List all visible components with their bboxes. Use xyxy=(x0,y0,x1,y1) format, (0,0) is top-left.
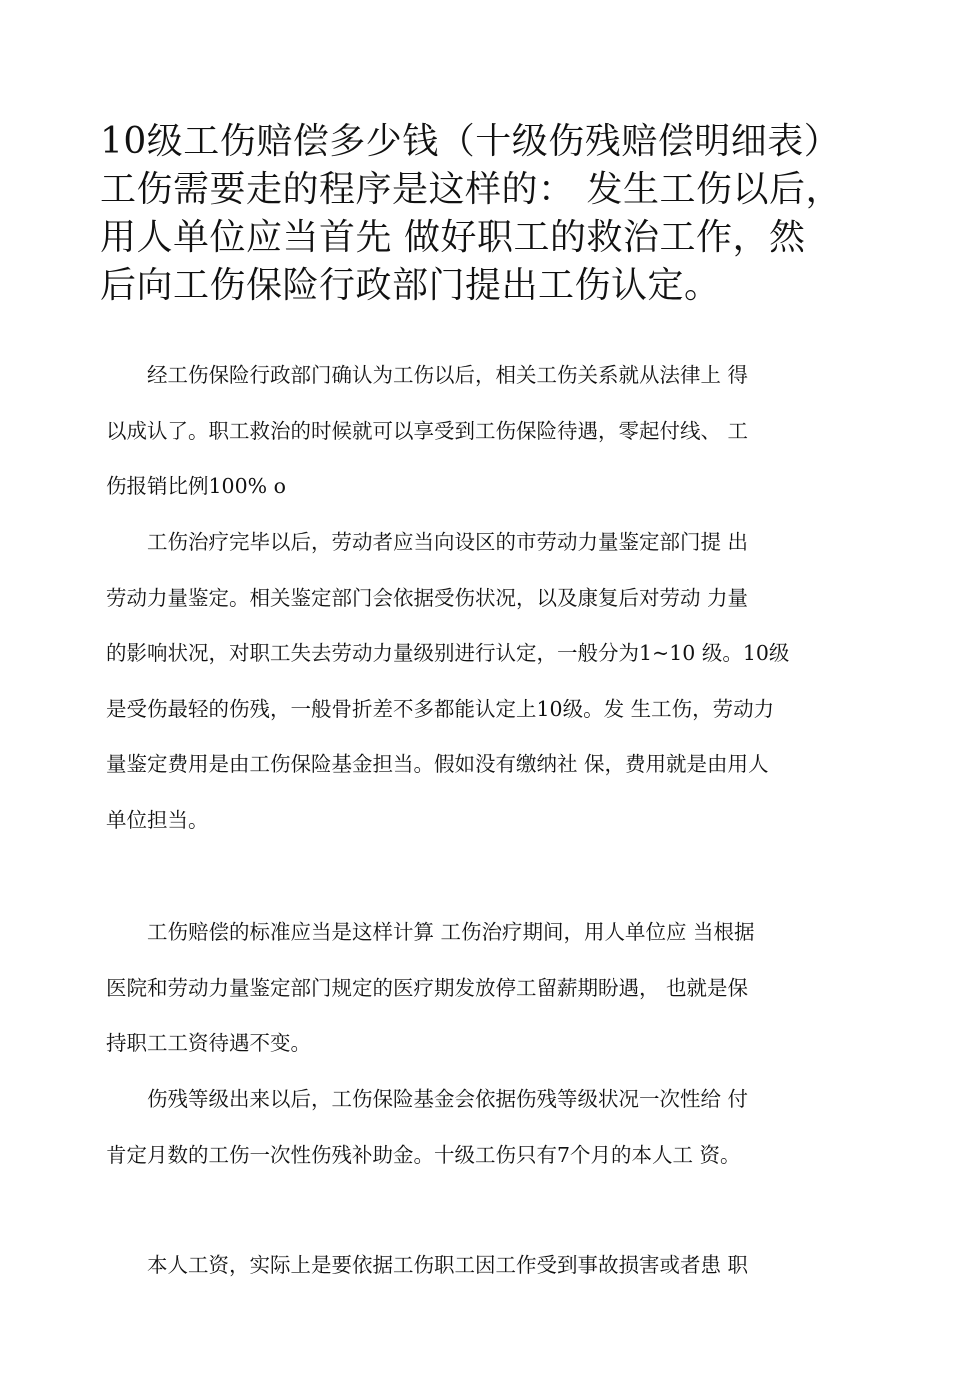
paragraph-4: 伤残等级出来以后，工伤保险基金会依据伤残等级状况一次性给 付 肯定月数的工伤一次性伤残补助金。十级工伤只有7个月的本人工 资。 xyxy=(106,1087,749,1167)
paragraph-1: 经工伤保险行政部门确认为工伤以后，相关工伤关系就从法律上 得 以成认了。职工救治的时候就可以享受到工伤保险待遇，零起付线、 工 伤报销比例100% o xyxy=(106,363,749,498)
paragraph-5: 本人工资，实际上是要依据工伤职工因工作受到事故损害或者患 职 xyxy=(106,1253,749,1277)
paragraph-3: 工伤赔偿的标准应当是这样计算 工伤治疗期间，用人单位应 当根据 医院和劳动力量鉴定部门规定的医疗期发放停工留薪期盼遇， 也就是保 持职工工资待遇不变。 xyxy=(106,920,755,1055)
paragraph-2: 工伤治疗完毕以后，劳动者应当向设区的市劳动力量鉴定部门提 出 劳动力量鉴定。相关鉴定部门会依据受伤状况，以及康复后对劳动 力量 的影响状况，对职工失去劳动力量级别进行认定，一般分为1~10 级。10级 是受伤最轻的伤残，一般骨折差不多都能认定上10级。发 生工伤，劳动力 量鉴定费用是由工伤保险基金担当。假如没有缴纳社 保，费用就是由用人 单位担当。 xyxy=(106,530,790,832)
document-title: 10级工伤赔偿多少钱（十级伤残赔偿明细表） 工伤需要走的程序是这样的： 发生工伤以后， 用人单位应当首先 做好职工的救治工作，然 后向工伤保险行政部门提出工伤认定。 xyxy=(100,121,842,306)
